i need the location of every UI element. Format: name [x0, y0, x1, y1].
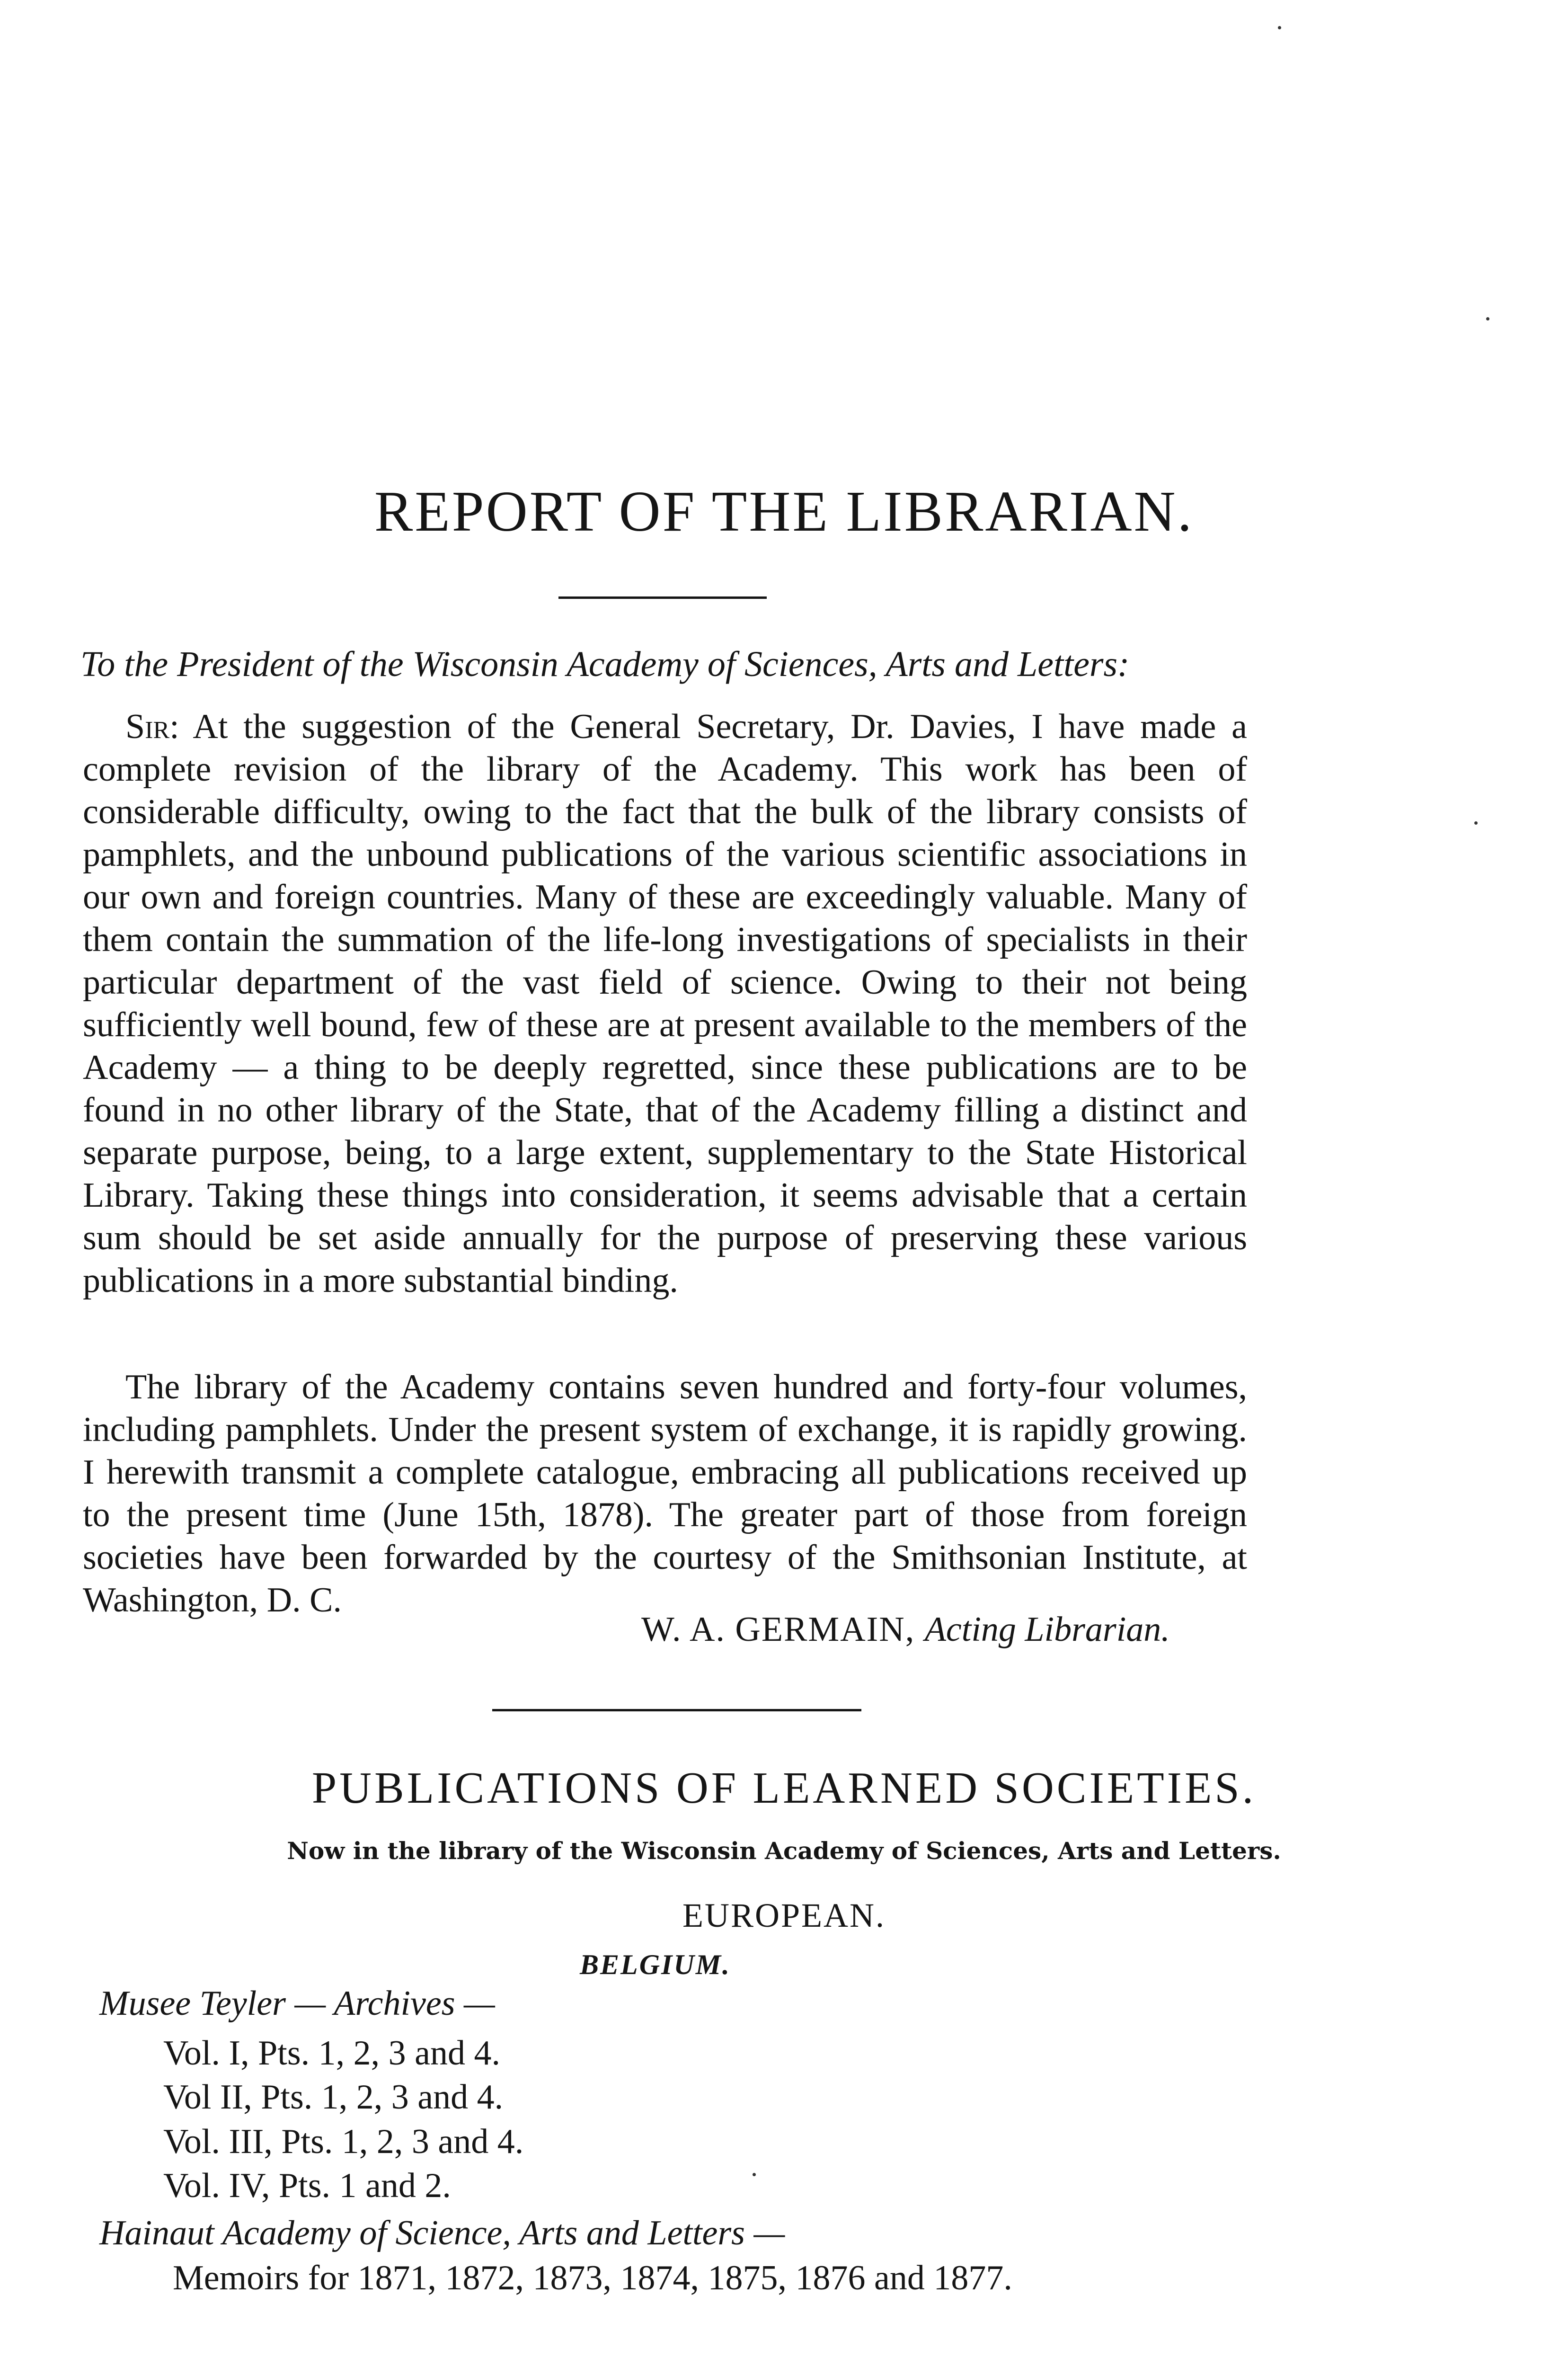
- paragraph-1-text: At the suggestion of the General Secretary, Dr. Davies, I have made a complete revision of the library of the Academy. This work has been of considerable difficulty, owing to the fact that the bulk of the library consists of pamphlets, and the unbound publications of the various scientific associations in our own and foreign countries. Many of these are exceedingly valuable. Many of them contain the summation of the life-long investigations of specialists in their particular department of the vast field of science. Owing to their not being sufficiently well bound, few of these are at present available to the members of the Academy — a thing to be deeply regretted, since these publications are to be found in no other library of the State, that of the Academy filling a distinct and separate purpose, being, to a large extent, supplementary to the State Historical Library. Taking these things into consideration, it seems advisable that a certain sum should be set aside annually for the purpose of preserving these various publications in a more substantial binding.: [83, 707, 1247, 1300]
- list-item: Vol. I, Pts. 1, 2, 3 and 4.: [163, 2034, 500, 2073]
- region-heading: EUROPEAN.: [682, 1896, 886, 1934]
- entry-title: Musee Teyler — Archives —: [99, 1984, 495, 2023]
- list-item: Memoirs for 1871, 1872, 1873, 1874, 1875, 1876 and 1877.: [173, 2259, 1012, 2297]
- page-title: REPORT OF THE LIBRARIAN.: [374, 480, 1194, 543]
- salutation: To the President of the Wisconsin Academy of Sciences, Arts and Letters:: [80, 644, 1130, 684]
- paper-speck: [753, 2173, 756, 2176]
- list-item: Vol. IV, Pts. 1 and 2.: [163, 2166, 451, 2205]
- publications-title: PUBLICATIONS OF LEARNED SOCIETIES.: [311, 1763, 1257, 1813]
- publications-subtitle: Now in the library of the Wisconsin Academy of Sciences, Arts and Letters.: [287, 1837, 1281, 1865]
- signature-name: W. A. GERMAIN,: [641, 1610, 915, 1649]
- paper-speck: [1278, 26, 1281, 29]
- section-divider: [492, 1709, 861, 1711]
- entry-title: Hainaut Academy of Science, Arts and Letters —: [99, 2214, 785, 2252]
- list-item: Vol II, Pts. 1, 2, 3 and 4.: [163, 2078, 504, 2117]
- paper-speck: [1486, 317, 1489, 320]
- opening-word: Sir:: [125, 707, 179, 746]
- signature: [641, 1612, 1170, 1647]
- report-paragraph-2: [83, 1366, 1247, 1621]
- paragraph-2-text: The library of the Academy contains seven hundred and forty-four volumes, including pamphlets. Under the present system of exchange, it is rapidly growing. I herewith transmit a complete catalogue, embracing all publications received up to the present time (June 15th, 1878). The greater part of those from foreign societies have been forwarded by the courtesy of the Smithsonian Institute, at Washington, D. C.: [83, 1368, 1247, 1620]
- list-item: Vol. III, Pts. 1, 2, 3 and 4.: [163, 2122, 524, 2161]
- paper-speck: [1474, 821, 1478, 825]
- title-divider: [558, 596, 767, 599]
- country-heading: BELGIUM.: [580, 1949, 731, 1980]
- report-paragraph-1: [83, 705, 1247, 1302]
- signature-role: Acting Librarian.: [924, 1610, 1170, 1649]
